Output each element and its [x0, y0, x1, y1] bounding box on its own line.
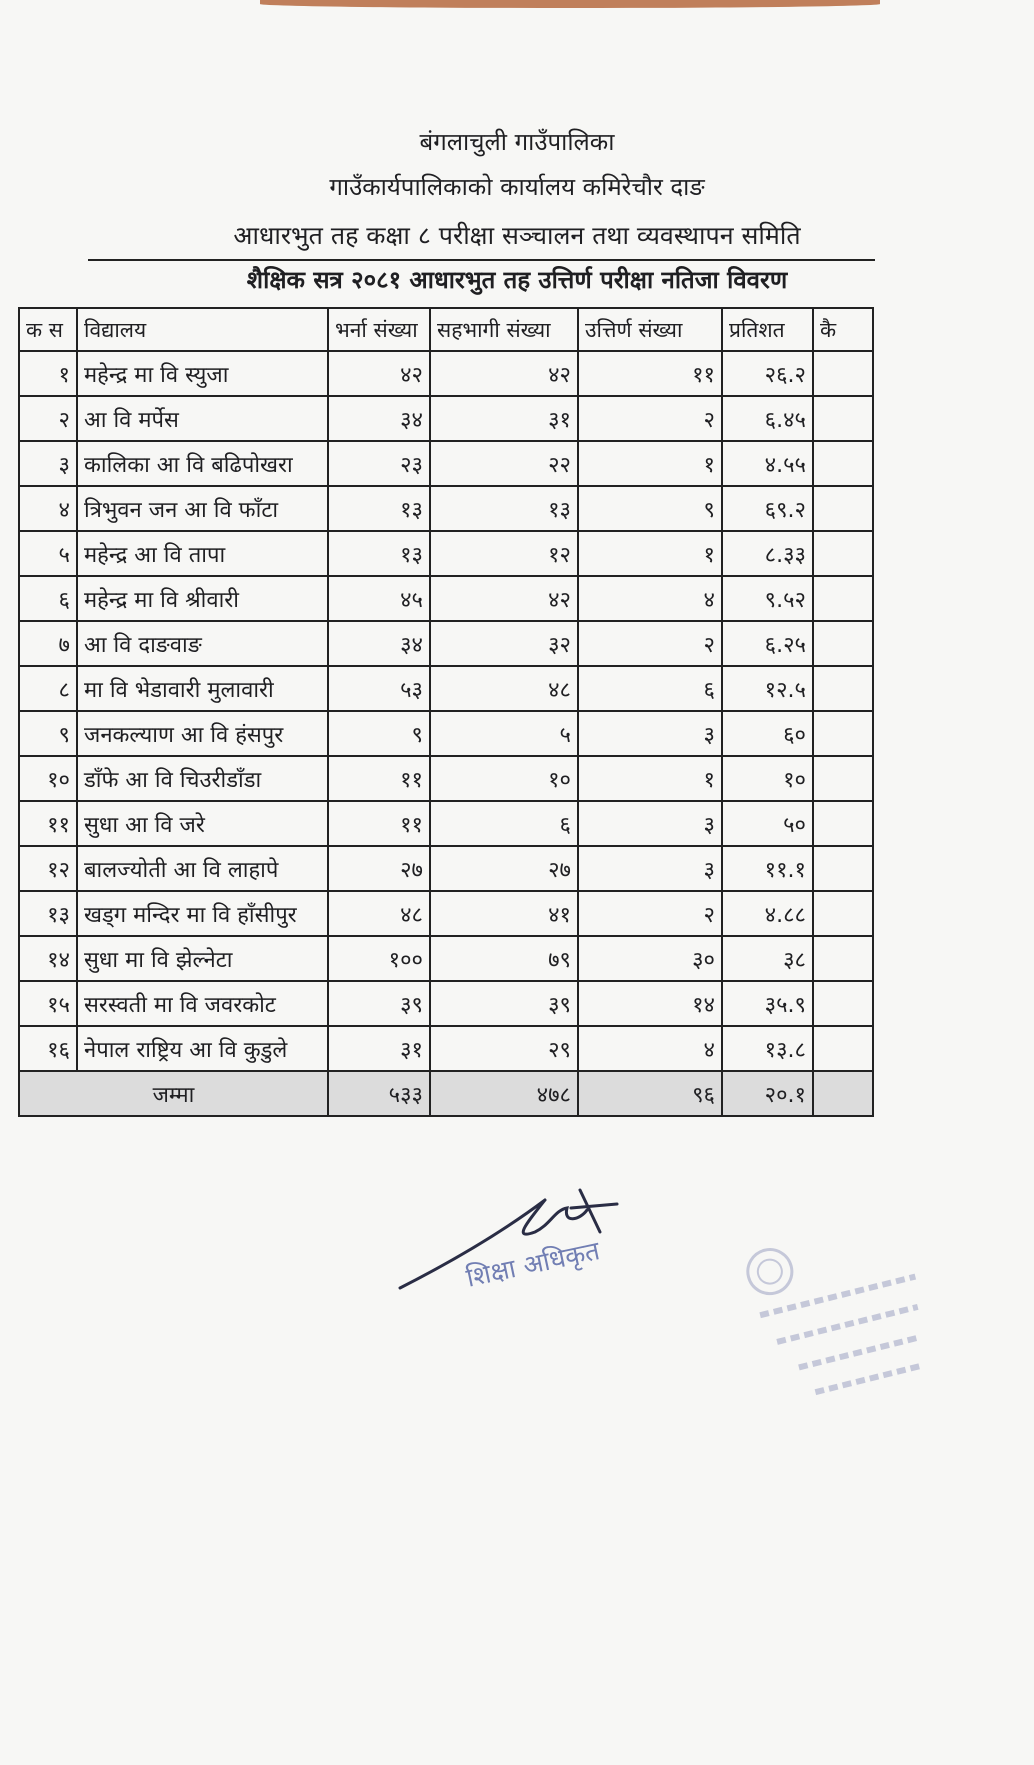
row-school: खड्ग मन्दिर मा वि हाँसीपुर [77, 891, 328, 936]
row-sn: ११ [19, 801, 77, 846]
row-school: महेन्द्र आ वि तापा [77, 531, 328, 576]
row-percent: ६० [722, 711, 813, 756]
row-percent: ६९.२ [722, 486, 813, 531]
row-participated: ३९ [430, 981, 578, 1026]
row-school: मा वि भेडावारी मुलावारी [77, 666, 328, 711]
row-school: आ वि दाङवाङ [77, 621, 328, 666]
col-header-remark: कै [813, 308, 873, 351]
row-remark [813, 756, 873, 801]
row-school: डाँफे आ वि चिउरीडाँडा [77, 756, 328, 801]
row-percent: ४.८८ [722, 891, 813, 936]
table-header-row [19, 308, 873, 351]
row-remark [813, 531, 873, 576]
row-remark [813, 936, 873, 981]
table-row [19, 351, 873, 396]
col-header-passed: उत्तिर्ण संख्या [578, 308, 722, 351]
row-sn: १० [19, 756, 77, 801]
col-header-school: विद्यालय [77, 308, 328, 351]
row-participated: ४८ [430, 666, 578, 711]
row-sn: ७ [19, 621, 77, 666]
total-label: जम्मा [19, 1071, 328, 1116]
total-passed: ९६ [578, 1071, 722, 1116]
row-passed: २ [578, 396, 722, 441]
row-percent: ११.१ [722, 846, 813, 891]
row-remark [813, 351, 873, 396]
row-remark [813, 801, 873, 846]
row-school: कालिका आ वि बढिपोखरा [77, 441, 328, 486]
row-percent: ६.२५ [722, 621, 813, 666]
row-enrolled: ३४ [328, 621, 430, 666]
results-table [18, 307, 874, 1117]
office-stamp [724, 1204, 966, 1446]
row-remark [813, 576, 873, 621]
row-percent: १३.८ [722, 1026, 813, 1071]
row-enrolled: ९ [328, 711, 430, 756]
row-passed: ४ [578, 1026, 722, 1071]
row-enrolled: ११ [328, 756, 430, 801]
table-row [19, 576, 873, 621]
row-enrolled: १०० [328, 936, 430, 981]
table-row [19, 396, 873, 441]
row-sn: १६ [19, 1026, 77, 1071]
row-sn: ५ [19, 531, 77, 576]
col-header-participated: सहभागी संख्या [430, 308, 578, 351]
row-sn: १३ [19, 891, 77, 936]
row-percent: ९.५२ [722, 576, 813, 621]
row-percent: ५० [722, 801, 813, 846]
title-divider [88, 259, 875, 261]
row-percent: १२.५ [722, 666, 813, 711]
row-passed: १ [578, 441, 722, 486]
municipality-title: बंगलाचुली गाउँपालिका [419, 128, 615, 156]
row-sn: ३ [19, 441, 77, 486]
row-school: महेन्द्र मा वि श्रीवारी [77, 576, 328, 621]
row-passed: २ [578, 621, 722, 666]
table-row [19, 486, 873, 531]
row-participated: ४१ [430, 891, 578, 936]
row-school: बालज्योती आ वि लाहापे [77, 846, 328, 891]
row-remark [813, 891, 873, 936]
table-row [19, 756, 873, 801]
row-participated: २९ [430, 1026, 578, 1071]
col-header-sn: क स [19, 308, 77, 351]
row-participated: ५ [430, 711, 578, 756]
row-enrolled: ३४ [328, 396, 430, 441]
row-enrolled: ४८ [328, 891, 430, 936]
row-participated: ७९ [430, 936, 578, 981]
row-participated: १० [430, 756, 578, 801]
row-passed: ६ [578, 666, 722, 711]
row-enrolled: ३९ [328, 981, 430, 1026]
row-school: त्रिभुवन जन आ वि फाँटा [77, 486, 328, 531]
row-participated: १३ [430, 486, 578, 531]
row-participated: ६ [430, 801, 578, 846]
row-sn: १ [19, 351, 77, 396]
row-enrolled: ५३ [328, 666, 430, 711]
row-passed: ३ [578, 801, 722, 846]
row-passed: ९ [578, 486, 722, 531]
report-title: शैक्षिक सत्र २०८१ आधारभुत तह उत्तिर्ण परीक्षा नतिजा विवरण [246, 266, 788, 294]
row-school: जनकल्याण आ वि हंसपुर [77, 711, 328, 756]
table-row [19, 1026, 873, 1071]
row-remark [813, 621, 873, 666]
row-remark [813, 666, 873, 711]
row-percent: ४.५५ [722, 441, 813, 486]
row-school: नेपाल राष्ट्रिय आ वि कुडुले [77, 1026, 328, 1071]
top-torn-edge [260, 0, 880, 8]
row-sn: ९ [19, 711, 77, 756]
row-sn: १२ [19, 846, 77, 891]
table-row [19, 531, 873, 576]
signature-designation: शिक्षा अधिकृत [463, 1236, 603, 1294]
row-enrolled: २७ [328, 846, 430, 891]
total-participated: ४७८ [430, 1071, 578, 1116]
row-participated: २२ [430, 441, 578, 486]
row-participated: २७ [430, 846, 578, 891]
row-percent: ३५.९ [722, 981, 813, 1026]
row-remark [813, 711, 873, 756]
row-percent: ६.४५ [722, 396, 813, 441]
table-row [19, 621, 873, 666]
row-participated: १२ [430, 531, 578, 576]
row-remark [813, 441, 873, 486]
col-header-enrolled: भर्ना संख्या [328, 308, 430, 351]
row-passed: ३० [578, 936, 722, 981]
row-school: महेन्द्र मा वि स्युजा [77, 351, 328, 396]
row-sn: ८ [19, 666, 77, 711]
total-row [19, 1071, 873, 1116]
row-percent: २६.२ [722, 351, 813, 396]
table-row [19, 441, 873, 486]
row-school: सरस्वती मा वि जवरकोट [77, 981, 328, 1026]
row-school: सुधा मा वि झेल्नेटा [77, 936, 328, 981]
row-remark [813, 396, 873, 441]
row-enrolled: ४२ [328, 351, 430, 396]
row-participated: ३१ [430, 396, 578, 441]
table-row [19, 891, 873, 936]
row-sn: ४ [19, 486, 77, 531]
row-enrolled: २३ [328, 441, 430, 486]
row-enrolled: ४५ [328, 576, 430, 621]
table-row [19, 936, 873, 981]
row-passed: ३ [578, 711, 722, 756]
row-passed: ११ [578, 351, 722, 396]
row-passed: १ [578, 756, 722, 801]
row-school: आ वि मर्पेस [77, 396, 328, 441]
row-enrolled: १३ [328, 531, 430, 576]
row-remark [813, 981, 873, 1026]
row-school: सुधा आ वि जरे [77, 801, 328, 846]
office-title: गाउँकार्यपालिकाको कार्यालय कमिरेचौर दाङ [329, 173, 705, 201]
table-row [19, 711, 873, 756]
row-sn: १५ [19, 981, 77, 1026]
row-remark [813, 486, 873, 531]
row-passed: ३ [578, 846, 722, 891]
committee-title: आधारभुत तह कक्षा ८ परीक्षा सञ्चालन तथा व्यवस्थापन समिति [233, 221, 801, 250]
row-passed: १ [578, 531, 722, 576]
row-participated: ४२ [430, 351, 578, 396]
table-row [19, 801, 873, 846]
table-row [19, 846, 873, 891]
row-percent: ८.३३ [722, 531, 813, 576]
row-passed: ४ [578, 576, 722, 621]
row-percent: १० [722, 756, 813, 801]
total-enrolled: ५३३ [328, 1071, 430, 1116]
col-header-percent: प्रतिशत [722, 308, 813, 351]
table-row [19, 666, 873, 711]
row-enrolled: ३१ [328, 1026, 430, 1071]
row-sn: २ [19, 396, 77, 441]
row-remark [813, 1026, 873, 1071]
row-passed: २ [578, 891, 722, 936]
row-participated: ४२ [430, 576, 578, 621]
row-sn: ६ [19, 576, 77, 621]
total-percent: २०.१ [722, 1071, 813, 1116]
row-remark [813, 846, 873, 891]
table-row [19, 981, 873, 1026]
row-enrolled: ११ [328, 801, 430, 846]
row-percent: ३८ [722, 936, 813, 981]
row-sn: १४ [19, 936, 77, 981]
total-remark [813, 1071, 873, 1116]
row-participated: ३२ [430, 621, 578, 666]
row-passed: १४ [578, 981, 722, 1026]
row-enrolled: १३ [328, 486, 430, 531]
